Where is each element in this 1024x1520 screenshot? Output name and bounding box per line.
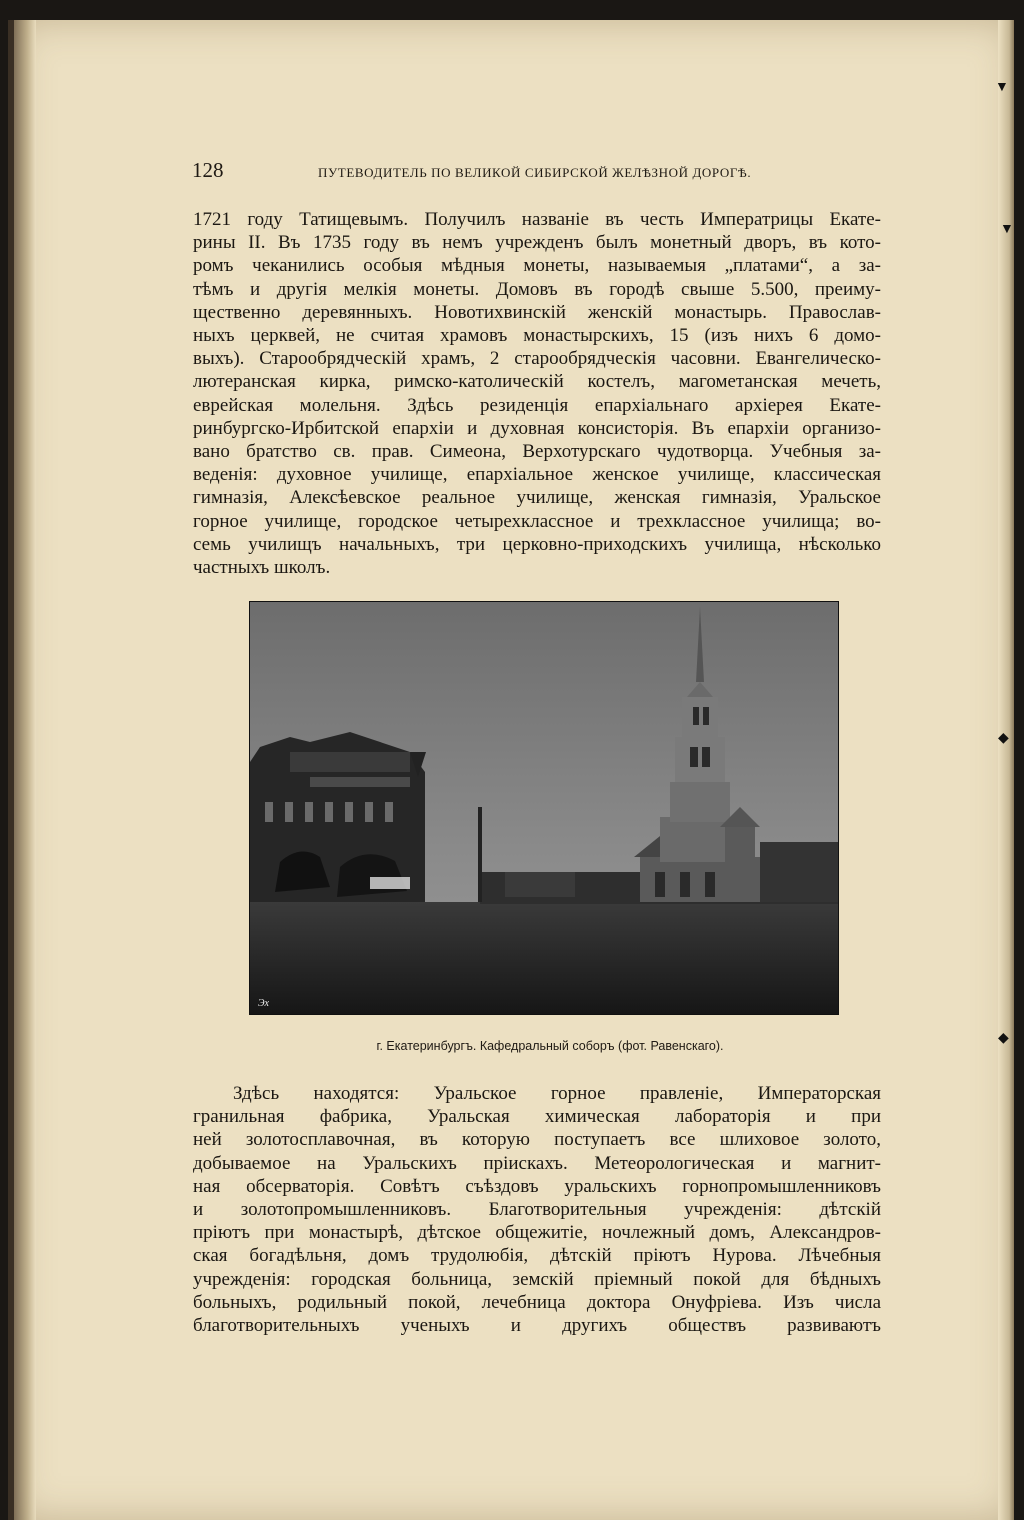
cathedral-photograph (249, 601, 839, 1015)
binding-pin-icon: ▼ (995, 80, 1009, 95)
binding-pin-icon: ◆ (998, 731, 1009, 746)
text-line: семь училищъ начальныхъ, три церковно-приходскихъ училища, нѣсколько (193, 533, 881, 555)
text-line: ная обсерваторія. Совѣтъ съѣздовъ уральскихъ горнопромышленниковъ (193, 1175, 881, 1197)
text-line: тѣмъ и другія мелкія монеты. Домовъ въ городѣ свыше 5.500, преиму- (193, 278, 881, 300)
page-number: 128 (192, 158, 224, 182)
paragraph-1 (193, 208, 881, 579)
text-line: ныхъ церквей, не считая храмовъ монастырскихъ, 15 (изъ нихъ 6 домо- (193, 325, 881, 347)
text-line: ская богадѣльня, домъ трудолюбія, дѣтскій пріютъ Нурова. Лѣчебныя (193, 1245, 881, 1267)
running-head: ПУТЕВОДИТЕЛЬ ПО ВЕЛИКОЙ СИБИРСКОЙ ЖЕЛѢЗНОЙ ДОРОГѢ. (318, 165, 752, 180)
figure-caption: г. Екатеринбургъ. Кафедральный соборъ (фот. Равенскаго). (376, 1039, 724, 1053)
binding-pin-icon: ◆ (998, 1031, 1009, 1046)
text-line: частныхъ школъ. (193, 557, 331, 579)
text-line: благотворительныхъ ученыхъ и другихъ обществъ развиваютъ (193, 1315, 881, 1337)
text-line: выхъ). Старообрядческій храмъ, 2 старообрядческія часовни. Евангелическо- (193, 348, 881, 370)
text-line: 1721 году Татищевымъ. Получилъ названіе въ честь Императрицы Екате- (193, 209, 881, 230)
text-line: пріютъ при монастырѣ, дѣтское общежитіе, ночлежный домъ, Александров- (193, 1222, 881, 1244)
text-line: ромъ чеканились особыя мѣдныя монеты, называемыя „платами“, а за- (193, 255, 881, 277)
text-line: ринбургско-Ирбитской епархіи и духовная консисторія. Въ епархіи организо- (193, 417, 881, 439)
text-line: лютеранская кирка, римско-католическій костелъ, магометанская мечеть, (193, 371, 881, 393)
text-line: Здѣсь находятся: Уральское горное правленіе, Императорская (233, 1083, 881, 1104)
text-line: еврейская молельня. Здѣсь резиденція епархіальнаго архіерея Екате- (193, 394, 881, 416)
binding-pin-icon: ▼ (1000, 222, 1014, 237)
text-line: больныхъ, родильный покой, лечебница доктора Онуфріева. Изъ числа (193, 1291, 881, 1313)
photo-mark: Эх (258, 998, 269, 1009)
page-spine-shadow (14, 20, 36, 1520)
text-line: учрежденія: городская больница, земскій пріемный покой для бѣдныхъ (193, 1268, 881, 1290)
text-line: щественно деревянныхъ. Новотихвинскій женскій монастырь. Православ- (193, 301, 881, 323)
paragraph-2 (193, 1082, 881, 1337)
text-line: веденія: духовное училище, епархіальное женское училище, классическая (193, 464, 881, 486)
page-right-edge (998, 20, 1014, 1520)
text-line: вано братство св. прав. Симеона, Верхотурскаго чудотворца. Учебныя за- (193, 441, 881, 463)
photo-illustration (250, 602, 838, 1014)
text-line: горное училище, городское четырехклассное и трехклассное училища; во- (193, 510, 881, 532)
text-line: ней золотосплавочная, въ которую поступаетъ все шлиховое золото, (193, 1129, 881, 1151)
text-line: рины II. Въ 1735 году въ немъ учрежденъ былъ монетный дворъ, въ кото- (193, 232, 881, 254)
text-line: и золотопромышленниковъ. Благотворительныя учрежденія: дѣтскій (193, 1199, 881, 1221)
text-line: добываемое на Уральскихъ пріискахъ. Метеорологическая и магнит- (193, 1152, 881, 1174)
text-line: гранильная фабрика, Уральская химическая лабораторія и при (193, 1106, 881, 1128)
text-line: гимназія, Алексѣевское реальное училище, женская гимназія, Уральское (193, 487, 881, 509)
